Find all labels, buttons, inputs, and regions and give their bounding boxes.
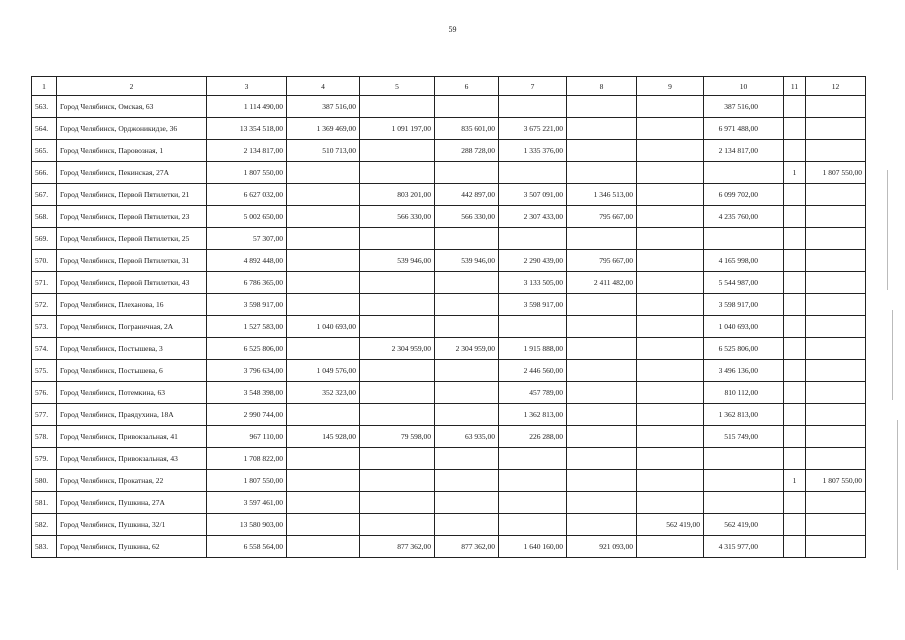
amount-col4 <box>287 338 360 360</box>
page-number: 59 <box>448 25 457 34</box>
amount-col12 <box>806 184 866 206</box>
row-number: 575. <box>32 360 57 382</box>
amount-col7: 1 915 888,00 <box>499 338 567 360</box>
amount-col7: 2 446 560,00 <box>499 360 567 382</box>
address-cell: Город Челябинск, Первой Пятилетки, 25 <box>57 228 207 250</box>
table-row <box>32 272 866 294</box>
col-header-9: 9 <box>637 77 704 96</box>
row-number: 564. <box>32 118 57 140</box>
row-number: 576. <box>32 382 57 404</box>
address-cell: Город Челябинск, Прокатная, 22 <box>57 470 207 492</box>
row-number: 565. <box>32 140 57 162</box>
amount-col5: 566 330,00 <box>360 206 435 228</box>
amount-col6 <box>435 96 499 118</box>
amount-col4: 387 516,00 <box>287 96 360 118</box>
row-number: 577. <box>32 404 57 426</box>
amount-col7: 3 675 221,00 <box>499 118 567 140</box>
amount-col5 <box>360 294 435 316</box>
amount-col12 <box>806 96 866 118</box>
amount-col8 <box>567 470 637 492</box>
col-header-6: 6 <box>435 77 499 96</box>
address-cell: Город Челябинск, Омская, 63 <box>57 96 207 118</box>
amount-col10: 5 544 987,00 <box>704 272 784 294</box>
amount-col8 <box>567 294 637 316</box>
amount-col7: 457 789,00 <box>499 382 567 404</box>
amount-col10 <box>704 470 784 492</box>
address-cell: Город Челябинск, Праядухина, 18А <box>57 404 207 426</box>
amount-col12: 1 807 550,00 <box>806 162 866 184</box>
amount-col9 <box>637 470 704 492</box>
amount-col6 <box>435 162 499 184</box>
amount-col5 <box>360 162 435 184</box>
amount-col8 <box>567 118 637 140</box>
amount-col5 <box>360 228 435 250</box>
amount-col10: 3 496 136,00 <box>704 360 784 382</box>
amount-col12 <box>806 382 866 404</box>
table-row <box>32 96 866 118</box>
amount-col3: 6 786 365,00 <box>207 272 287 294</box>
amount-col7 <box>499 492 567 514</box>
amount-col3: 4 892 448,00 <box>207 250 287 272</box>
amount-col3: 6 525 806,00 <box>207 338 287 360</box>
table-row <box>32 448 866 470</box>
table-row <box>32 382 866 404</box>
amount-col8 <box>567 360 637 382</box>
amount-col3: 3 598 917,00 <box>207 294 287 316</box>
row-number: 580. <box>32 470 57 492</box>
amount-col6: 288 728,00 <box>435 140 499 162</box>
amount-col3: 1 807 550,00 <box>207 162 287 184</box>
amount-col9 <box>637 250 704 272</box>
amount-col7: 1 362 813,00 <box>499 404 567 426</box>
amount-col10: 810 112,00 <box>704 382 784 404</box>
amount-col3: 3 796 634,00 <box>207 360 287 382</box>
amount-col10 <box>704 162 784 184</box>
amount-col4: 1 049 576,00 <box>287 360 360 382</box>
row-number: 573. <box>32 316 57 338</box>
row-number: 572. <box>32 294 57 316</box>
address-cell: Город Челябинск, Первой Пятилетки, 21 <box>57 184 207 206</box>
amount-col4 <box>287 514 360 536</box>
amount-col12 <box>806 250 866 272</box>
amount-col3: 3 597 461,00 <box>207 492 287 514</box>
amount-col6 <box>435 316 499 338</box>
count-col11 <box>784 206 806 228</box>
count-col11 <box>784 316 806 338</box>
table-row <box>32 536 866 558</box>
count-col11: 1 <box>784 162 806 184</box>
amount-col8 <box>567 140 637 162</box>
amount-col10: 6 971 488,00 <box>704 118 784 140</box>
count-col11 <box>784 404 806 426</box>
amount-col10: 562 419,00 <box>704 514 784 536</box>
amount-col4: 510 713,00 <box>287 140 360 162</box>
row-number: 563. <box>32 96 57 118</box>
row-number: 574. <box>32 338 57 360</box>
amount-col6 <box>435 272 499 294</box>
amount-col6 <box>435 382 499 404</box>
amount-col4 <box>287 492 360 514</box>
amount-col8 <box>567 316 637 338</box>
table-row <box>32 228 866 250</box>
amount-col12 <box>806 294 866 316</box>
amount-col7: 1 640 160,00 <box>499 536 567 558</box>
amount-col8 <box>567 426 637 448</box>
count-col11 <box>784 514 806 536</box>
row-number: 569. <box>32 228 57 250</box>
amount-col8 <box>567 492 637 514</box>
table-row <box>32 118 866 140</box>
count-col11 <box>784 250 806 272</box>
address-cell: Город Челябинск, Потемкина, 63 <box>57 382 207 404</box>
amount-col9 <box>637 316 704 338</box>
amount-col5 <box>360 514 435 536</box>
amount-col4 <box>287 404 360 426</box>
count-col11 <box>784 536 806 558</box>
amount-col7: 226 288,00 <box>499 426 567 448</box>
amount-col10: 6 525 806,00 <box>704 338 784 360</box>
amount-col7 <box>499 448 567 470</box>
col-header-7: 7 <box>499 77 567 96</box>
table-row <box>32 470 866 492</box>
amount-col4 <box>287 250 360 272</box>
amount-col4 <box>287 184 360 206</box>
row-number: 581. <box>32 492 57 514</box>
amount-col4 <box>287 228 360 250</box>
amount-col7 <box>499 162 567 184</box>
amount-col8 <box>567 338 637 360</box>
count-col11 <box>784 294 806 316</box>
row-number: 570. <box>32 250 57 272</box>
table-row <box>32 140 866 162</box>
amount-col7 <box>499 228 567 250</box>
address-cell: Город Челябинск, Орджоникидзе, 36 <box>57 118 207 140</box>
amount-col8 <box>567 162 637 184</box>
address-cell: Город Челябинск, Постышева, 6 <box>57 360 207 382</box>
amount-col8 <box>567 382 637 404</box>
amount-col12 <box>806 448 866 470</box>
col-header-4: 4 <box>287 77 360 96</box>
col-header-11: 11 <box>784 77 806 96</box>
table-row <box>32 360 866 382</box>
amount-col9 <box>637 206 704 228</box>
amount-col3: 6 627 032,00 <box>207 184 287 206</box>
amount-col7: 3 507 091,00 <box>499 184 567 206</box>
table-row <box>32 294 866 316</box>
amount-col12 <box>806 492 866 514</box>
amount-col9 <box>637 382 704 404</box>
amount-col3: 13 580 903,00 <box>207 514 287 536</box>
address-cell: Город Челябинск, Первой Пятилетки, 31 <box>57 250 207 272</box>
amount-col9 <box>637 492 704 514</box>
amount-col6: 442 897,00 <box>435 184 499 206</box>
amount-col3: 5 002 650,00 <box>207 206 287 228</box>
amount-col6 <box>435 470 499 492</box>
amount-col7 <box>499 316 567 338</box>
amount-col10: 4 315 977,00 <box>704 536 784 558</box>
amount-col6 <box>435 448 499 470</box>
count-col11 <box>784 184 806 206</box>
amount-col8: 1 346 513,00 <box>567 184 637 206</box>
count-col11 <box>784 448 806 470</box>
amount-col9 <box>637 294 704 316</box>
amount-col10 <box>704 228 784 250</box>
amount-col12 <box>806 118 866 140</box>
amount-col12 <box>806 426 866 448</box>
count-col11 <box>784 426 806 448</box>
amount-col3: 2 990 744,00 <box>207 404 287 426</box>
amount-col9 <box>637 228 704 250</box>
amount-col6: 877 362,00 <box>435 536 499 558</box>
count-col11 <box>784 338 806 360</box>
amount-col4 <box>287 470 360 492</box>
amount-col8 <box>567 228 637 250</box>
amount-col8: 795 667,00 <box>567 206 637 228</box>
table-row <box>32 184 866 206</box>
amount-col8: 2 411 482,00 <box>567 272 637 294</box>
address-cell: Город Челябинск, Привокзальная, 41 <box>57 426 207 448</box>
row-number: 578. <box>32 426 57 448</box>
amount-col5 <box>360 316 435 338</box>
amount-col9 <box>637 140 704 162</box>
amount-col3: 2 134 817,00 <box>207 140 287 162</box>
amount-col10: 387 516,00 <box>704 96 784 118</box>
amount-col9 <box>637 272 704 294</box>
count-col11 <box>784 228 806 250</box>
amount-col3: 1 114 490,00 <box>207 96 287 118</box>
table-row <box>32 426 866 448</box>
table-row <box>32 338 866 360</box>
amount-col9: 562 419,00 <box>637 514 704 536</box>
amount-col4 <box>287 448 360 470</box>
count-col11 <box>784 96 806 118</box>
col-header-5: 5 <box>360 77 435 96</box>
amount-col9 <box>637 404 704 426</box>
table-row <box>32 514 866 536</box>
amount-col5 <box>360 470 435 492</box>
amount-col9 <box>637 426 704 448</box>
col-header-3: 3 <box>207 77 287 96</box>
amount-col7: 3 598 917,00 <box>499 294 567 316</box>
amount-col12 <box>806 514 866 536</box>
table-row <box>32 492 866 514</box>
count-col11 <box>784 360 806 382</box>
amount-col3: 6 558 564,00 <box>207 536 287 558</box>
amount-col12 <box>806 536 866 558</box>
amount-col5 <box>360 96 435 118</box>
amount-col7 <box>499 514 567 536</box>
amount-col7: 2 290 439,00 <box>499 250 567 272</box>
amount-col6 <box>435 294 499 316</box>
amount-col4 <box>287 206 360 228</box>
amount-col3: 3 548 398,00 <box>207 382 287 404</box>
amount-col9 <box>637 536 704 558</box>
address-cell: Город Челябинск, Пограничная, 2А <box>57 316 207 338</box>
amount-col8: 921 093,00 <box>567 536 637 558</box>
amount-col8 <box>567 514 637 536</box>
address-cell: Город Челябинск, Первой Пятилетки, 23 <box>57 206 207 228</box>
address-cell: Город Челябинск, Пушкина, 27А <box>57 492 207 514</box>
amount-col5 <box>360 492 435 514</box>
amount-col10 <box>704 448 784 470</box>
amount-col3: 1 708 822,00 <box>207 448 287 470</box>
amount-col10: 1 040 693,00 <box>704 316 784 338</box>
count-col11 <box>784 382 806 404</box>
row-number: 567. <box>32 184 57 206</box>
amount-col6 <box>435 360 499 382</box>
amount-col5: 539 946,00 <box>360 250 435 272</box>
amount-col5 <box>360 140 435 162</box>
amount-col7: 3 133 505,00 <box>499 272 567 294</box>
amount-col6: 566 330,00 <box>435 206 499 228</box>
count-col11 <box>784 492 806 514</box>
amount-col4 <box>287 294 360 316</box>
address-cell: Город Челябинск, Пекинская, 27А <box>57 162 207 184</box>
col-header-10: 10 <box>704 77 784 96</box>
amount-col3: 1 807 550,00 <box>207 470 287 492</box>
amount-col5: 803 201,00 <box>360 184 435 206</box>
address-cell: Город Челябинск, Первой Пятилетки, 43 <box>57 272 207 294</box>
scan-edge-marks <box>883 170 903 590</box>
amount-col10: 1 362 813,00 <box>704 404 784 426</box>
amount-col7 <box>499 470 567 492</box>
amount-col12: 1 807 550,00 <box>806 470 866 492</box>
amount-col10: 4 235 760,00 <box>704 206 784 228</box>
row-number: 579. <box>32 448 57 470</box>
amount-col12 <box>806 404 866 426</box>
count-col11 <box>784 272 806 294</box>
count-col11: 1 <box>784 470 806 492</box>
amount-col7: 1 335 376,00 <box>499 140 567 162</box>
amount-col6 <box>435 514 499 536</box>
amount-col4: 1 369 469,00 <box>287 118 360 140</box>
amount-col8 <box>567 96 637 118</box>
amount-col12 <box>806 272 866 294</box>
col-header-12: 12 <box>806 77 866 96</box>
header-row <box>32 77 866 96</box>
amount-col10: 2 134 817,00 <box>704 140 784 162</box>
address-cell: Город Челябинск, Привокзальная, 43 <box>57 448 207 470</box>
amount-col4: 145 928,00 <box>287 426 360 448</box>
col-header-address: 2 <box>57 77 207 96</box>
amount-col6: 63 935,00 <box>435 426 499 448</box>
table-body <box>32 77 866 558</box>
amount-col5 <box>360 404 435 426</box>
amount-col10: 515 749,00 <box>704 426 784 448</box>
address-cell: Город Челябинск, Постышева, 3 <box>57 338 207 360</box>
amount-col10 <box>704 492 784 514</box>
amount-col3: 13 354 518,00 <box>207 118 287 140</box>
amount-col10: 4 165 998,00 <box>704 250 784 272</box>
col-header-8: 8 <box>567 77 637 96</box>
amount-col12 <box>806 360 866 382</box>
amount-col4: 352 323,00 <box>287 382 360 404</box>
amount-col5 <box>360 272 435 294</box>
amount-col9 <box>637 96 704 118</box>
count-col11 <box>784 140 806 162</box>
amount-col5: 79 598,00 <box>360 426 435 448</box>
row-number: 566. <box>32 162 57 184</box>
amount-col9 <box>637 338 704 360</box>
amount-col9 <box>637 118 704 140</box>
address-cell: Город Челябинск, Паровозная, 1 <box>57 140 207 162</box>
amount-col4 <box>287 272 360 294</box>
amount-col3: 1 527 583,00 <box>207 316 287 338</box>
row-number: 568. <box>32 206 57 228</box>
row-number: 571. <box>32 272 57 294</box>
amount-col8 <box>567 448 637 470</box>
amount-col6 <box>435 228 499 250</box>
amount-col4 <box>287 162 360 184</box>
address-cell: Город Челябинск, Пушкина, 32/1 <box>57 514 207 536</box>
amount-col10: 6 099 702,00 <box>704 184 784 206</box>
amount-col5 <box>360 360 435 382</box>
row-number: 582. <box>32 514 57 536</box>
count-col11 <box>784 118 806 140</box>
amount-col5: 1 091 197,00 <box>360 118 435 140</box>
amount-col12 <box>806 338 866 360</box>
amount-col6: 835 601,00 <box>435 118 499 140</box>
amount-col4: 1 040 693,00 <box>287 316 360 338</box>
amount-col4 <box>287 536 360 558</box>
amount-col3: 967 110,00 <box>207 426 287 448</box>
amount-col6 <box>435 492 499 514</box>
amount-col6: 539 946,00 <box>435 250 499 272</box>
amount-col8 <box>567 404 637 426</box>
amount-col12 <box>806 228 866 250</box>
amount-col10: 3 598 917,00 <box>704 294 784 316</box>
amount-col9 <box>637 184 704 206</box>
amount-col5: 2 304 959,00 <box>360 338 435 360</box>
table-row <box>32 404 866 426</box>
address-cell: Город Челябинск, Пушкина, 62 <box>57 536 207 558</box>
amount-col5: 877 362,00 <box>360 536 435 558</box>
amount-col8: 795 667,00 <box>567 250 637 272</box>
table-row <box>32 206 866 228</box>
amount-col12 <box>806 140 866 162</box>
funding-table <box>31 76 866 558</box>
row-number: 583. <box>32 536 57 558</box>
amount-col9 <box>637 448 704 470</box>
amount-col7 <box>499 96 567 118</box>
amount-col12 <box>806 206 866 228</box>
amount-col9 <box>637 162 704 184</box>
amount-col5 <box>360 382 435 404</box>
amount-col7: 2 307 433,00 <box>499 206 567 228</box>
table-row <box>32 162 866 184</box>
table-row <box>32 316 866 338</box>
amount-col6: 2 304 959,00 <box>435 338 499 360</box>
amount-col3: 57 307,00 <box>207 228 287 250</box>
amount-col6 <box>435 404 499 426</box>
amount-col5 <box>360 448 435 470</box>
table-row <box>32 250 866 272</box>
address-cell: Город Челябинск, Плеханова, 16 <box>57 294 207 316</box>
amount-col12 <box>806 316 866 338</box>
col-header-num: 1 <box>32 77 57 96</box>
amount-col9 <box>637 360 704 382</box>
